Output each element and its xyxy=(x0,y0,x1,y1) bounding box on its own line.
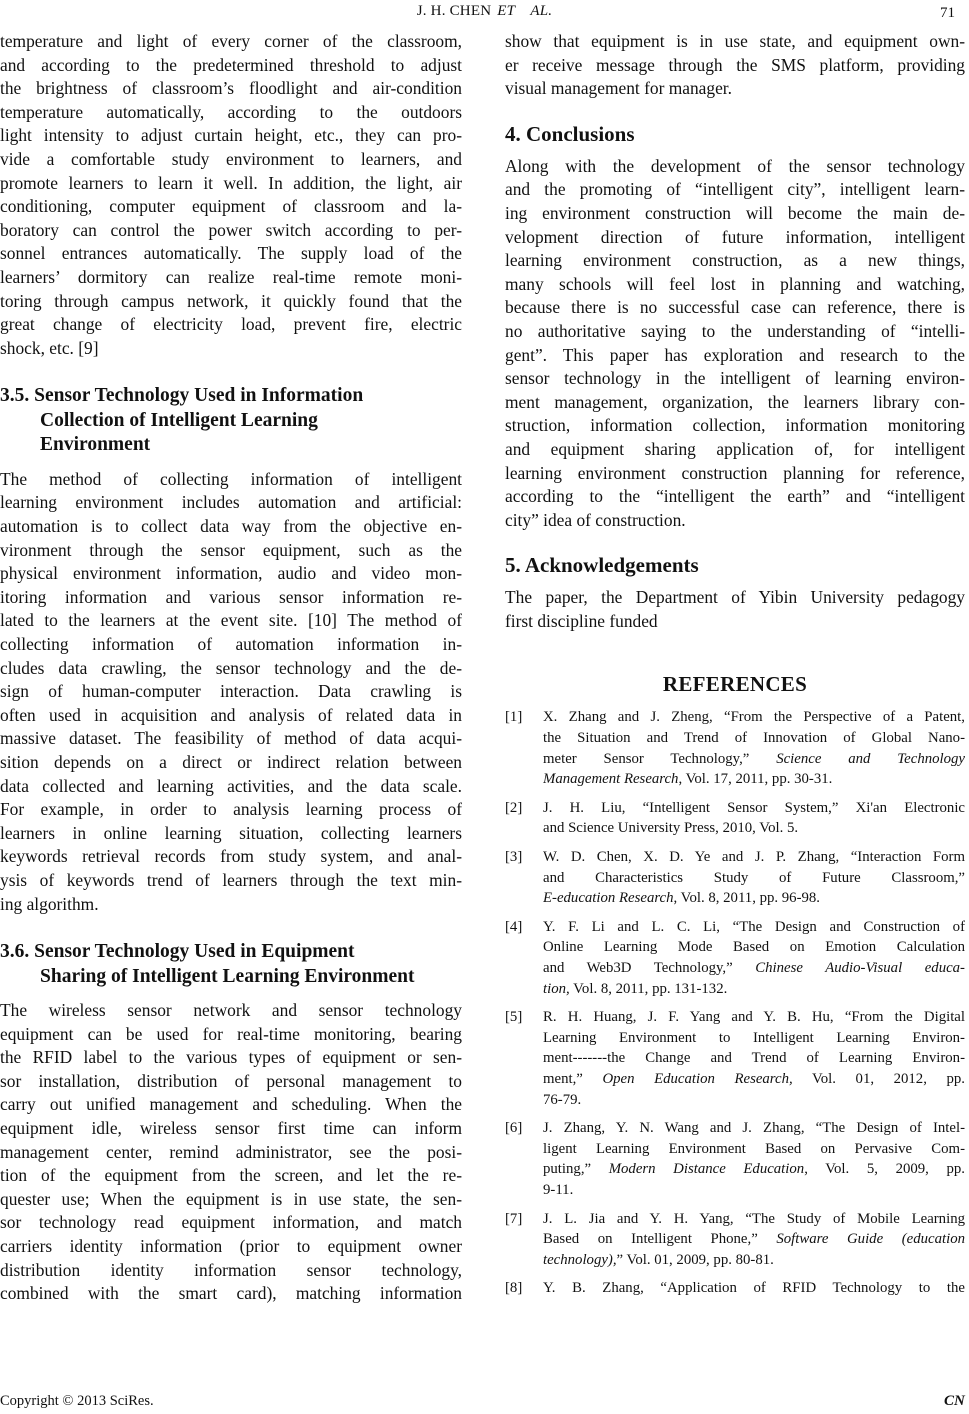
reference-text: J. H. Liu, “Intelligent Sensor System,” Xi'an Electronic xyxy=(543,799,965,816)
text-line: cludes data crawling, the sensor technology and the de- xyxy=(0,657,462,678)
reference-title-italic: Open Education Research, xyxy=(602,1070,793,1087)
text-line: lated to the learners at the event site. [10] The method of xyxy=(0,610,462,631)
text-line: tion of the equipment from the screen, and let the re- xyxy=(0,1165,462,1186)
reference-item xyxy=(505,1209,965,1271)
reference-line xyxy=(543,1209,965,1230)
text-line: sensor technology in the intelligent of learning environ- xyxy=(505,368,965,389)
reference-line xyxy=(543,1139,965,1160)
text-line: equipment can be used for real-time monitoring, bearing xyxy=(0,1023,462,1044)
text-line: the RFID label to the various types of equipment or sen- xyxy=(0,1047,462,1068)
text-line: equipment idle, wireless sensor first time can inform xyxy=(0,1118,462,1139)
text-line: vironment through the sensor equipment, such as the xyxy=(0,539,462,560)
reference-line xyxy=(543,868,965,889)
text-line: Along with the development of the sensor technology xyxy=(505,155,965,176)
reference-text: , Vol. 5, 2009, pp. xyxy=(804,1161,965,1178)
text-line: show that equipment is in use state, and equipment own- xyxy=(505,31,965,51)
reference-line xyxy=(543,847,965,868)
text-line: first discipline funded xyxy=(505,610,658,631)
text-line: because there is no successful case can reference, there is xyxy=(505,297,965,318)
reference-line xyxy=(543,728,965,749)
text-line: learning environment construction, as a new things, xyxy=(505,250,965,271)
reference-title-italic: E-education Research xyxy=(543,890,674,907)
heading-line: Environment xyxy=(40,434,151,456)
reference-item xyxy=(505,707,965,789)
text-line: struction, information collection, information monitoring xyxy=(505,415,965,436)
reference-number: [5] xyxy=(505,1009,523,1026)
section-3-6-heading xyxy=(0,940,462,989)
text-line: sonnel entrances automatically. The supply load of the xyxy=(0,243,462,264)
text-line: carry out unified management and scheduling. When the xyxy=(0,1094,462,1115)
reference-line xyxy=(543,1180,965,1201)
reference-number: [4] xyxy=(505,918,523,935)
text-line: quester use; When the equipment is in use state, the sen- xyxy=(0,1188,462,1209)
text-line: and equipment sharing application of, for intelligent xyxy=(505,438,965,459)
reference-text: J. L. Jia and Y. H. Yang, “The Study of Mobile Learning xyxy=(543,1210,965,1227)
text-line: conditioning, computer equipment of classroom and la- xyxy=(0,196,462,217)
text-line: shock, etc. [9] xyxy=(0,337,99,358)
text-line: The wireless sensor network and sensor technology xyxy=(0,1000,462,1021)
text-line: itoring information and various sensor information re- xyxy=(0,586,462,607)
running-header-etal: ET AL. xyxy=(497,3,553,19)
text-line: data collected and learning activities, and the data scale. xyxy=(0,775,462,796)
reference-line xyxy=(543,707,965,728)
text-line: combined with the smart card), matching information xyxy=(0,1283,462,1304)
text-line: carriers identity information (prior to equipment owner xyxy=(0,1236,462,1257)
left-column xyxy=(0,30,462,1306)
reference-text: ” Vol. 01, 2009, pp. 80-81. xyxy=(616,1251,774,1268)
text-line: sor technology read equipment information, and match xyxy=(0,1212,462,1233)
text-line: ysis of keywords trend of learners through the text min- xyxy=(0,869,462,890)
text-line: boratory can control the power switch according to per- xyxy=(0,219,462,240)
reference-text: ment,” xyxy=(543,1070,603,1087)
reference-line xyxy=(543,937,965,958)
reference-line xyxy=(543,1159,965,1180)
text-line: massive dataset. The feasibility of method of data acqui- xyxy=(0,728,462,749)
text-line: light intensity to adjust curtain height, etc., they can pro- xyxy=(0,125,462,146)
section-3-5-body xyxy=(0,468,462,916)
footer-copyright: Copyright © 2013 SciRes. xyxy=(0,1393,154,1409)
reference-text: Vol. 01, 2012, pp. xyxy=(792,1070,965,1087)
section-3-5-heading xyxy=(0,384,462,458)
reference-line xyxy=(543,798,965,819)
text-line: physical environment information, audio and video mon- xyxy=(0,563,462,584)
reference-title-italic: Management Research xyxy=(543,771,679,788)
text-line: vide a comfortable study environment to learners, and xyxy=(0,148,462,169)
text-line: promote learners to learn it well. In addition, the light, air xyxy=(0,172,462,193)
text-line: temperature automatically, according to the outdoors xyxy=(0,101,462,122)
reference-line xyxy=(543,1007,965,1028)
reference-item xyxy=(505,1278,965,1299)
reference-text: W. D. Chen, X. D. Ye and J. P. Zhang, “Interaction Form xyxy=(543,849,965,866)
reference-number: [8] xyxy=(505,1280,523,1297)
reference-line xyxy=(543,1069,965,1090)
text-line: according to the “intelligent the earth” and “intelligent xyxy=(505,486,965,507)
text-line: the brightness of classroom’s floodlight and air-condition xyxy=(0,78,462,99)
text-line: management center, remind administrator, see the posi- xyxy=(0,1141,462,1162)
reference-text: Online Learning Mode Based on Emotion Calculation xyxy=(543,939,965,956)
heading-line: 3.5. Sensor Technology Used in Information xyxy=(0,385,364,407)
paragraph-continued-left xyxy=(0,30,462,360)
section-5-heading: 5. Acknowledgements xyxy=(505,553,699,578)
text-line: learning environment includes automation and artificial: xyxy=(0,492,462,513)
text-line: many schools will feel lost in planning and watching, xyxy=(505,273,965,294)
reference-text: and Characteristics Study of Future Classroom,” xyxy=(543,869,965,886)
reference-line xyxy=(543,1229,965,1250)
text-line: distribution identity information sensor technology, xyxy=(0,1259,462,1280)
reference-line xyxy=(543,1118,965,1139)
reference-text: the Situation and Trend of Innovation of Global Nano- xyxy=(543,730,965,747)
reference-text: and Web3D Technology,” xyxy=(543,960,756,976)
text-line: learners’ dormitory can realize real-time remote moni- xyxy=(0,266,462,287)
reference-text: J. Zhang, Y. N. Wang and J. Zhang, “The Design of Intel- xyxy=(543,1120,965,1137)
section-3-6-body xyxy=(0,999,462,1306)
text-line: velopment direction of future information, intelligent xyxy=(505,226,965,247)
reference-text: , Vol. 8, 2011, pp. 96-98. xyxy=(673,890,821,907)
reference-title-italic: tion, xyxy=(543,980,570,997)
text-line: city” idea of construction. xyxy=(505,509,686,530)
text-line: temperature and light of every corner of the classroom, xyxy=(0,31,462,51)
text-line: and the promoting of “intelligent city”, intelligent learn- xyxy=(505,179,965,200)
reference-line xyxy=(543,749,965,770)
reference-line xyxy=(543,818,965,839)
reference-title-italic: Science and Technology xyxy=(776,750,965,767)
reference-number: [1] xyxy=(505,709,523,726)
text-line: er receive message through the SMS platform, providing xyxy=(505,54,965,75)
text-line: gent”. This paper has exploration and research to the xyxy=(505,344,965,365)
reference-item xyxy=(505,917,965,999)
reference-text: ment-------the Change and Trend of Learning Environ- xyxy=(543,1050,965,1067)
text-line: learners in online learning situation, collecting learners xyxy=(0,822,462,843)
page-number: 71 xyxy=(940,5,955,21)
reference-item xyxy=(505,798,965,839)
heading-line: Collection of Intelligent Learning xyxy=(40,409,318,431)
footer-journal-abbrev: CN xyxy=(944,1393,965,1409)
reference-number: [2] xyxy=(505,799,523,816)
text-line: no authoritative saying to the understanding of “intelli- xyxy=(505,320,965,341)
reference-text: puting,” xyxy=(543,1161,609,1178)
reference-line xyxy=(543,958,965,979)
reference-text: meter Sensor Technology,” xyxy=(543,750,777,767)
heading-line: 3.6. Sensor Technology Used in Equipment xyxy=(0,941,355,963)
reference-text: and Science University Press, 2010, Vol. 5. xyxy=(543,820,799,837)
text-line: automation is to collect data way from the objective en- xyxy=(0,516,462,536)
reference-item xyxy=(505,1118,965,1200)
text-line: sition depends on a direct or indirect relation between xyxy=(0,751,462,772)
section-4-heading: 4. Conclusions xyxy=(505,121,635,146)
reference-text: Y. F. Li and L. C. Li, “The Design and Construction of xyxy=(543,918,965,935)
text-line: The paper, the Department of Yibin University pedagogy xyxy=(505,587,965,608)
text-line: sign of human-computer interaction. Data crawling is xyxy=(0,681,462,702)
text-line: learning environment construction planning for reference, xyxy=(505,462,965,483)
reference-title-italic: Modern Distance Education xyxy=(608,1161,805,1178)
reference-line xyxy=(543,1090,965,1111)
text-line: keywords retrieval records from study system, and anal- xyxy=(0,846,462,867)
text-line: collecting information of automation information in- xyxy=(0,633,462,654)
reference-text: X. Zhang and J. Zheng, “From the Perspective of a Patent, xyxy=(543,709,965,726)
reference-text: Y. B. Zhang, “Application of RFID Technology to the xyxy=(543,1280,965,1297)
reference-line xyxy=(543,1278,965,1299)
reference-title-italic: Software Guide (education xyxy=(776,1231,965,1248)
section-4-body xyxy=(505,155,965,533)
reference-text: , Vol. 17, 2011, pp. 30-31. xyxy=(678,771,833,788)
reference-text: ligent Learning Environment Based on Pervasive Com- xyxy=(543,1140,965,1157)
references-list xyxy=(505,707,965,1298)
references-heading: REFERENCES xyxy=(662,672,808,697)
right-column xyxy=(505,30,965,1299)
reference-item xyxy=(505,1007,965,1110)
reference-number: [3] xyxy=(505,849,523,866)
paragraph-continued-right xyxy=(505,30,965,101)
reference-line xyxy=(543,1250,965,1271)
reference-text: R. H. Huang, J. F. Yang and Y. B. Hu, “From the Digital xyxy=(543,1009,965,1026)
reference-title-italic: technology), xyxy=(543,1251,617,1268)
text-line: sor installation, distribution of personal management to xyxy=(0,1070,462,1091)
section-5-body xyxy=(505,586,965,633)
reference-text: Vol. 8, 2011, pp. 131-132. xyxy=(569,980,728,997)
reference-item xyxy=(505,847,965,909)
reference-line xyxy=(543,979,965,1000)
running-header-authors: J. H. CHEN xyxy=(416,3,492,19)
text-line: visual management for manager. xyxy=(505,78,732,99)
running-header xyxy=(0,1,969,21)
text-line: The method of collecting information of intelligent xyxy=(0,468,462,489)
text-line: ing environment construction will become the main de- xyxy=(505,202,965,223)
reference-number: [7] xyxy=(505,1210,523,1227)
text-line: ing algorithm. xyxy=(0,893,99,914)
reference-title-italic: Chinese Audio-Visual educa- xyxy=(755,960,965,976)
text-line: For example, in order to analysis learning process of xyxy=(0,799,462,820)
text-line: and according to the predetermined threshold to adjust xyxy=(0,54,462,75)
text-line: ment management, organization, the learners library con- xyxy=(505,391,965,412)
reference-line xyxy=(543,888,965,909)
reference-text: 76-79. xyxy=(543,1091,582,1108)
heading-line: Sharing of Intelligent Learning Environment xyxy=(40,965,415,987)
reference-text: 9-11. xyxy=(543,1181,574,1198)
text-line: toring through campus network, it quickly found that the xyxy=(0,290,462,311)
reference-text: Learning Environment to Intelligent Learning Environ- xyxy=(543,1029,965,1046)
reference-line xyxy=(543,769,965,790)
reference-text: Based on Intelligent Phone,” xyxy=(543,1231,777,1248)
reference-line xyxy=(543,1048,965,1069)
text-line: great change of electricity load, prevent fire, electric xyxy=(0,314,462,335)
text-line: often used in acquisition and analysis of related data in xyxy=(0,704,462,725)
reference-number: [6] xyxy=(505,1120,523,1137)
reference-line xyxy=(543,917,965,938)
reference-line xyxy=(543,1028,965,1049)
